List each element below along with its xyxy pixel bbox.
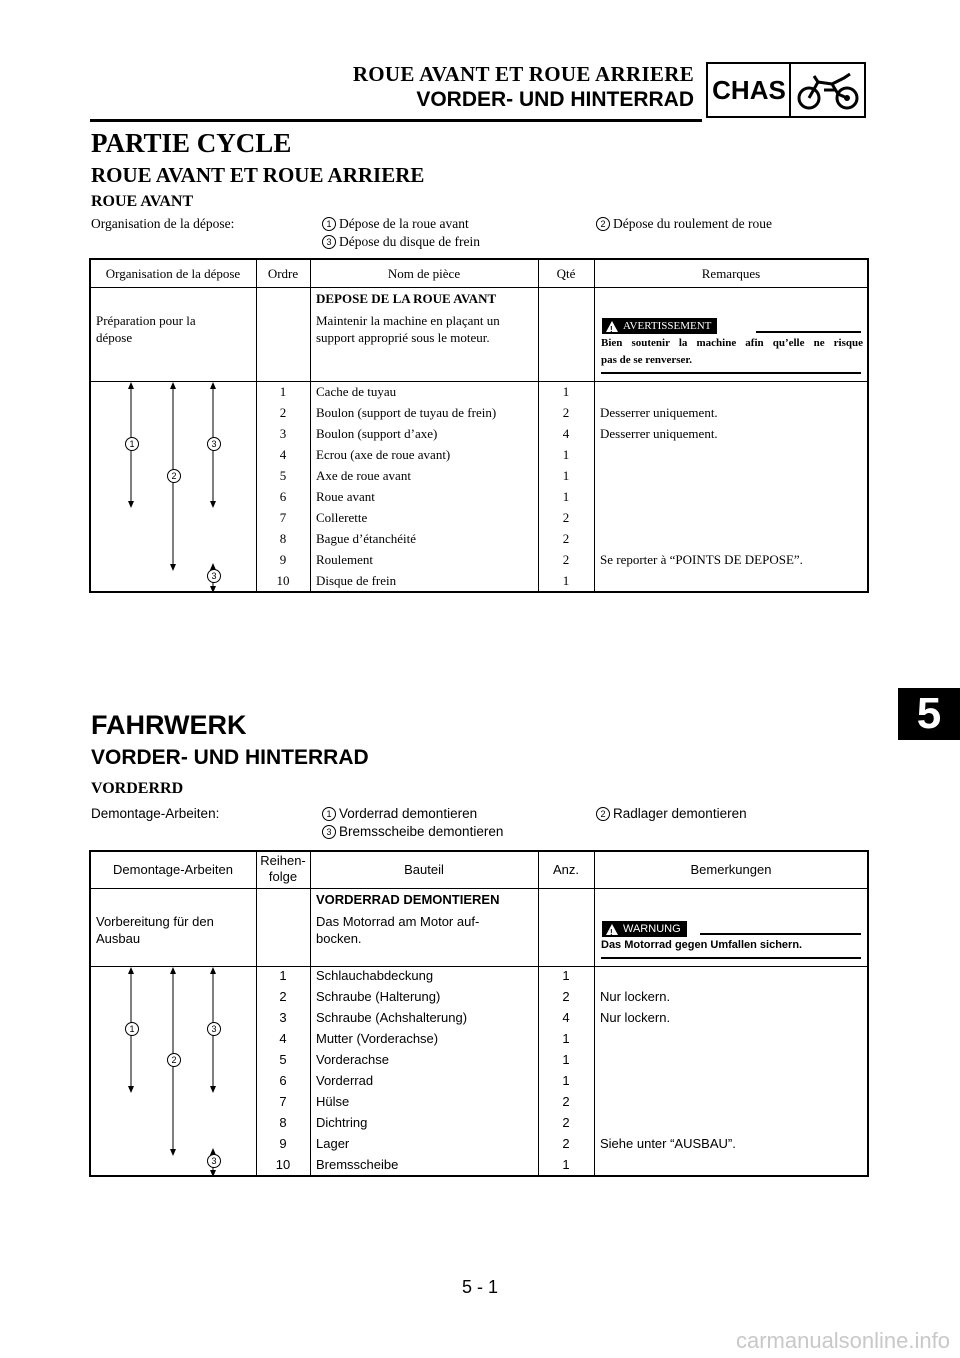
fr-arrow-label: 1 (125, 437, 139, 451)
table-row-part: Disque de frein (316, 573, 397, 588)
fr-warning-badge: ! AVERTISSEMENT (602, 318, 717, 334)
fr-arrow-label: 3 (207, 569, 221, 583)
de-sequence-arrows (110, 965, 240, 1180)
fr-prep-label-1: Préparation pour la (96, 313, 196, 328)
table-row-qty: 1 (562, 1073, 570, 1088)
table-row-remark: Desserrer uniquement. (600, 426, 718, 441)
fr-col-header-order: Ordre (267, 266, 299, 281)
fr-org-item-2: 2 Dépose du roulement de roue (596, 216, 772, 232)
table-row-part: Roue avant (316, 489, 375, 504)
de-col-header-order-2: folge (268, 869, 298, 884)
fr-warning-text-2: pas de se renverser. (601, 354, 693, 366)
header-title-fr: ROUE AVANT ET ROUE ARRIERE (352, 62, 694, 86)
de-arrow-label: 3 (207, 1022, 221, 1036)
watermark: carmanualsonline.info (735, 1328, 950, 1353)
fr-org-label: Organisation de la dépose: (91, 216, 235, 231)
table-row-part: Axe de roue avant (316, 468, 411, 483)
fr-warning-rule (756, 331, 861, 333)
table-row-order: 7 (279, 510, 287, 525)
table-row-order: 7 (279, 1094, 287, 1109)
table-row-order: 4 (279, 447, 287, 462)
table-row-part: Hülse (316, 1094, 350, 1109)
de-warning-bottom-rule (601, 957, 861, 959)
table-row-order: 3 (279, 1010, 287, 1025)
table-row-part: Schraube (Halterung) (316, 989, 441, 1004)
table-row-order: 6 (279, 489, 287, 504)
header-rule (90, 119, 702, 122)
de-prep-label-1: Vorbereitung für den (96, 914, 214, 929)
table-row-qty: 2 (562, 1115, 570, 1130)
fr-sequence-arrows (110, 380, 240, 595)
table-row-order: 6 (279, 1073, 287, 1088)
de-col-header-org: Demontage-Arbeiten (113, 862, 233, 877)
table-row-order: 2 (279, 989, 287, 1004)
fr-arrow-label: 3 (207, 437, 221, 451)
de-warning-badge: ! WARNUNG (602, 921, 687, 937)
de-section-title: FAHRWERK (91, 710, 247, 740)
table-row-order: 5 (279, 468, 287, 483)
table-row-order: 1 (279, 968, 287, 983)
fr-prep-label-2: dépose (96, 330, 133, 345)
de-col-divider (310, 851, 311, 1176)
table-row-order: 1 (279, 384, 287, 399)
table-row-part: Dichtring (316, 1115, 368, 1130)
table-row-order: 8 (279, 1115, 287, 1130)
fr-prep-text-1: Maintenir la machine en plaçant un (316, 313, 500, 328)
warning-icon (606, 321, 618, 332)
table-row-part: Vorderrad (316, 1073, 374, 1088)
de-arrow-label: 3 (207, 1154, 221, 1168)
table-row-qty: 1 (562, 447, 570, 462)
table-row-part: Bremsscheibe (316, 1157, 399, 1172)
fr-prep-text-2: support approprié sous le moteur. (316, 330, 490, 345)
table-row-qty: 2 (562, 510, 570, 525)
de-org-item-3: 3 Bremsscheibe demontieren (322, 824, 503, 839)
table-row-part: Mutter (Vorderachse) (316, 1031, 439, 1046)
chapter-tab: 5 (898, 688, 960, 740)
de-prep-text-1: Das Motorrad am Motor auf- (316, 914, 480, 929)
de-arrow-label: 2 (167, 1053, 181, 1067)
de-warning-text-1: Das Motorrad gegen Umfallen sichern. (601, 939, 803, 951)
de-col-header-part: Bauteil (404, 862, 444, 877)
table-row-part: Lager (316, 1136, 350, 1151)
warning-icon (606, 924, 618, 935)
table-row-part: Schraube (Achshalterung) (316, 1010, 468, 1025)
table-row-remark: Se reporter à “POINTS DE DEPOSE”. (600, 552, 803, 567)
fr-col-header-part: Nom de pièce (387, 266, 461, 281)
fr-col-header-remarks: Remarques (701, 266, 761, 281)
table-row-qty: 1 (562, 573, 570, 588)
table-row-order: 10 (275, 1157, 291, 1172)
de-warning-rule (700, 933, 861, 935)
table-row-qty: 4 (562, 1010, 570, 1025)
table-row-order: 8 (279, 531, 287, 546)
table-row-order: 5 (279, 1052, 287, 1067)
page-number: 5 - 1 (461, 1277, 499, 1297)
fr-col-header-qty: Qté (556, 266, 576, 281)
de-subtitle: VORDERRD (91, 780, 184, 797)
fr-warning-text-1: Bien soutenir la machine afin qu’elle ne risque (601, 337, 863, 349)
table-row-part: Vorderachse (316, 1052, 389, 1067)
table-row-qty: 2 (562, 552, 570, 567)
fr-subsection-title: ROUE AVANT ET ROUE ARRIERE (91, 163, 425, 187)
section-badge-divider (789, 62, 791, 118)
table-row-part: Schlauchabdeckung (316, 968, 434, 983)
table-row-qty: 2 (562, 1136, 570, 1151)
table-row-remark: Nur lockern. (600, 1010, 671, 1025)
table-row-part: Boulon (support d’axe) (316, 426, 438, 441)
fr-prep-title: DEPOSE DE LA ROUE AVANT (316, 291, 497, 306)
table-row-qty: 2 (562, 405, 570, 420)
fr-col-divider (310, 259, 311, 592)
fr-org-item-3: 3 Dépose du disque de frein (322, 234, 480, 250)
header-title-de: VORDER- UND HINTERRAD (416, 88, 694, 111)
fr-arrow-label: 2 (167, 469, 181, 483)
de-org-item-2: 2 Radlager demontieren (596, 806, 747, 821)
table-row-qty: 1 (562, 1052, 570, 1067)
table-row-qty: 1 (562, 1157, 570, 1172)
de-prep-title: VORDERRAD DEMONTIEREN (316, 892, 500, 907)
section-code: CHAS (712, 75, 786, 105)
table-row-order: 9 (279, 552, 287, 567)
table-row-qty: 2 (562, 1094, 570, 1109)
table-row-part: Boulon (support de tuyau de frein) (316, 405, 497, 420)
fr-subtitle: ROUE AVANT (91, 193, 194, 210)
table-row-order: 9 (279, 1136, 287, 1151)
fr-table-header-rule (90, 287, 868, 288)
fr-org-item-1: 1 Dépose de la roue avant (322, 216, 469, 232)
table-row-remark: Nur lockern. (600, 989, 671, 1004)
table-row-qty: 1 (562, 384, 570, 399)
de-col-header-qty: Anz. (552, 862, 579, 877)
de-subsection-title: VORDER- UND HINTERRAD (91, 746, 369, 769)
de-prep-label-2: Ausbau (96, 931, 141, 946)
table-row-order: 10 (276, 573, 290, 588)
table-row-order: 2 (279, 405, 287, 420)
de-arrow-label: 1 (125, 1022, 139, 1036)
fr-section-title: PARTIE CYCLE (91, 128, 292, 158)
fr-col-header-org: Organisation de la dépose (105, 266, 241, 281)
table-row-qty: 1 (562, 489, 570, 504)
table-row-part: Cache de tuyau (316, 384, 397, 399)
table-row-order: 4 (279, 1031, 287, 1046)
table-row-remark: Desserrer uniquement. (600, 405, 718, 420)
table-row-part: Collerette (316, 510, 368, 525)
fr-warning-bottom-rule (601, 372, 861, 374)
de-col-divider (594, 851, 595, 1176)
de-col-header-order-1: Reihen- (260, 853, 306, 868)
de-org-item-1: 1 Vorderrad demontieren (322, 806, 477, 821)
table-row-qty: 2 (562, 531, 570, 546)
motorcycle-icon (794, 66, 862, 114)
de-prep-text-2: bocken. (316, 931, 362, 946)
table-row-qty: 1 (562, 468, 570, 483)
table-row-qty: 1 (562, 1031, 570, 1046)
table-row-part: Roulement (316, 552, 374, 567)
de-col-header-remarks: Bemerkungen (690, 862, 772, 877)
table-row-part: Bague d’étanchéité (316, 531, 416, 546)
table-row-qty: 1 (562, 968, 570, 983)
table-row-order: 3 (279, 426, 287, 441)
de-org-label: Demontage-Arbeiten: (91, 806, 220, 821)
fr-col-divider (594, 259, 595, 592)
de-table-header-rule (90, 888, 868, 889)
table-row-qty: 4 (562, 426, 570, 441)
table-row-qty: 2 (562, 989, 570, 1004)
table-row-remark: Siehe unter “AUSBAU”. (600, 1136, 736, 1151)
table-row-part: Ecrou (axe de roue avant) (316, 447, 451, 462)
